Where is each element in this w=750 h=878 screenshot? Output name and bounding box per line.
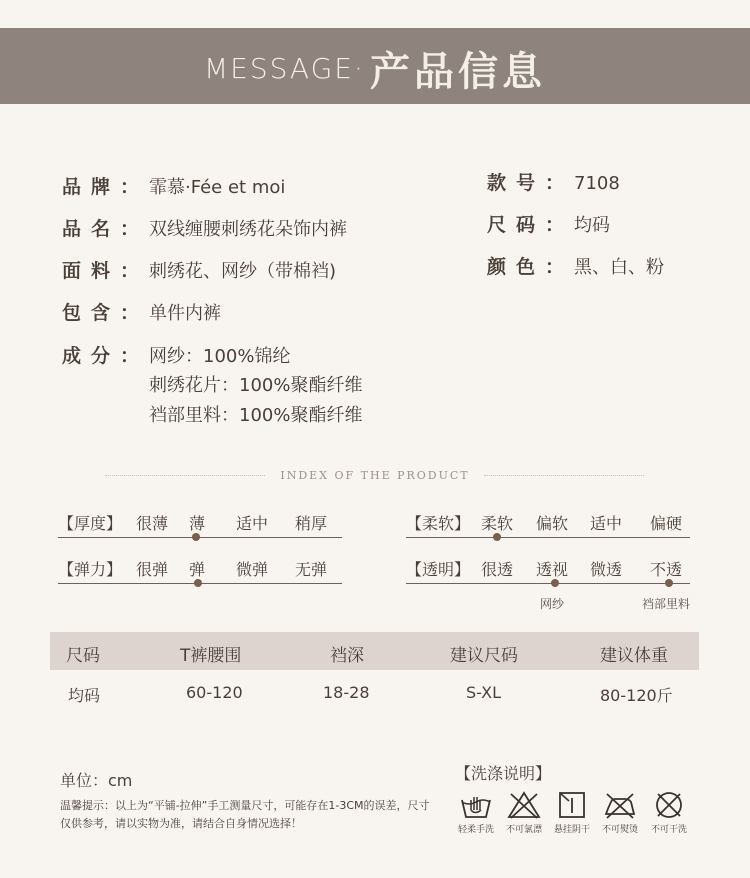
scale-marker xyxy=(194,579,202,587)
scale-label: 【透明】 xyxy=(406,560,471,579)
info-name: 品名： 双线缠腰刺绣花朵饰内裤 xyxy=(62,214,347,241)
table-header-cell: 建议体重 xyxy=(600,646,668,666)
scale-option: 偏软 xyxy=(536,514,569,533)
wash-label: 不可干洗 xyxy=(650,825,687,835)
wash-label: 轻柔手洗 xyxy=(457,825,494,835)
scale-option: 适中 xyxy=(590,514,623,533)
table-header-cell: 建议尺码 xyxy=(450,646,518,666)
scale-option: 微弹 xyxy=(236,560,269,579)
scale-marker xyxy=(192,533,200,541)
page-title xyxy=(0,40,750,97)
divider-right xyxy=(484,475,644,477)
scale-label: 【弹力】 xyxy=(58,560,123,579)
scale-marker xyxy=(665,579,673,587)
scale-option: 很弹 xyxy=(136,560,169,579)
scale-marker xyxy=(493,533,501,541)
info-brand: 品牌： 霏慕·Fée et moi xyxy=(62,172,285,199)
size-table-header xyxy=(50,632,699,670)
table-cell: 均码 xyxy=(68,686,101,705)
scale-softness xyxy=(406,511,696,551)
info-style-no: 款号： 7108 xyxy=(487,168,620,195)
scale-note: 网纱 xyxy=(540,597,565,611)
table-cell: 18-28 xyxy=(323,683,370,702)
info-key: 品牌 xyxy=(62,176,121,198)
table-cell: 80-120斤 xyxy=(600,686,673,705)
info-key: 尺码 xyxy=(487,214,546,236)
scale-option: 稍厚 xyxy=(295,514,328,533)
wash-item xyxy=(594,790,646,835)
scale-elasticity xyxy=(58,557,348,597)
info-includes: 包含： 单件内裤 xyxy=(62,298,221,325)
wash-label: 不可氯漂 xyxy=(505,825,542,835)
info-value: 均码 xyxy=(574,215,611,236)
no-iron-icon xyxy=(603,790,637,820)
info-value: 黑、白、粉 xyxy=(574,257,665,278)
measurement-tip: 温馨提示：以上为“平铺-拉伸”手工测量尺寸，可能存在1-3CM的误差，尺寸仅供参考，请以实物为准，请结合自身情况选择！ xyxy=(60,799,430,830)
no-dry-clean-icon xyxy=(652,790,686,820)
table-header-cell: T裤腰围 xyxy=(180,646,242,666)
scale-note: 裆部里料 xyxy=(642,597,691,611)
info-value: 单件内裤 xyxy=(149,303,222,324)
hang-dry-icon xyxy=(555,790,589,820)
info-key: 款号 xyxy=(487,172,546,194)
info-size: 尺码： 均码 xyxy=(487,210,610,237)
scale-thickness xyxy=(58,511,348,551)
table-header-cell: 尺码 xyxy=(66,646,100,666)
hand-wash-icon xyxy=(459,790,493,820)
scale-label: 【柔软】 xyxy=(406,514,471,533)
info-key: 成分 xyxy=(62,345,121,367)
header-banner xyxy=(0,28,750,104)
info-value: 7108 xyxy=(574,173,620,194)
composition-line: 刺绣花片：100%聚酯纤维 xyxy=(149,375,363,396)
scale-option: 微透 xyxy=(590,560,623,579)
composition-line: 网纱：100%锦纶 xyxy=(149,346,291,367)
scale-option: 无弹 xyxy=(295,560,328,579)
wash-item xyxy=(498,790,550,835)
info-value: 双线缠腰刺绣花朵饰内裤 xyxy=(149,219,348,240)
info-fabric: 面料： 刺绣花、网纱（带棉裆) xyxy=(62,256,336,283)
info-color: 颜色： 黑、白、粉 xyxy=(487,252,664,279)
scale-option: 不透 xyxy=(650,560,683,579)
info-value: 霏慕·Fée et moi xyxy=(149,177,286,198)
index-title: INDEX OF THE PRODUCT xyxy=(280,469,470,482)
wash-item xyxy=(450,790,502,835)
info-key: 包含 xyxy=(62,302,121,324)
scale-option: 弹 xyxy=(189,560,206,579)
info-value: 刺绣花、网纱（带棉裆) xyxy=(149,261,337,282)
scale-option: 柔软 xyxy=(481,514,514,533)
info-key: 品名 xyxy=(62,218,121,240)
scale-option: 薄 xyxy=(189,514,206,533)
info-key: 面料 xyxy=(62,260,121,282)
wash-label: 悬挂阴干 xyxy=(553,825,590,835)
info-composition: 成分： 网纱：100%锦纶 xyxy=(62,341,290,368)
wash-item xyxy=(643,790,695,835)
wash-label: 不可熨烫 xyxy=(601,825,638,835)
scale-option: 透视 xyxy=(536,560,569,579)
scale-option: 很薄 xyxy=(136,514,169,533)
scale-option: 适中 xyxy=(236,514,269,533)
scale-line xyxy=(406,583,690,584)
scale-label: 【厚度】 xyxy=(58,514,123,533)
info-key: 颜色 xyxy=(487,256,546,278)
scale-line xyxy=(406,537,690,538)
table-cell: S-XL xyxy=(466,683,502,702)
table-cell: 60-120 xyxy=(186,683,243,702)
title-en: MESSAGE· xyxy=(204,52,365,85)
no-bleach-icon xyxy=(507,790,541,820)
table-header-cell: 裆深 xyxy=(330,646,364,666)
composition-line: 裆部里料：100%聚酯纤维 xyxy=(149,405,363,426)
wash-item xyxy=(546,790,598,835)
scale-marker xyxy=(551,579,559,587)
scale-line xyxy=(58,537,342,538)
unit-label: 单位：cm xyxy=(60,771,133,790)
scale-option: 偏硬 xyxy=(650,514,683,533)
scale-transparency xyxy=(406,557,706,617)
wash-title: 【洗涤说明】 xyxy=(455,764,552,783)
title-cn: 产品信息 xyxy=(369,49,546,95)
scale-option: 很透 xyxy=(481,560,514,579)
